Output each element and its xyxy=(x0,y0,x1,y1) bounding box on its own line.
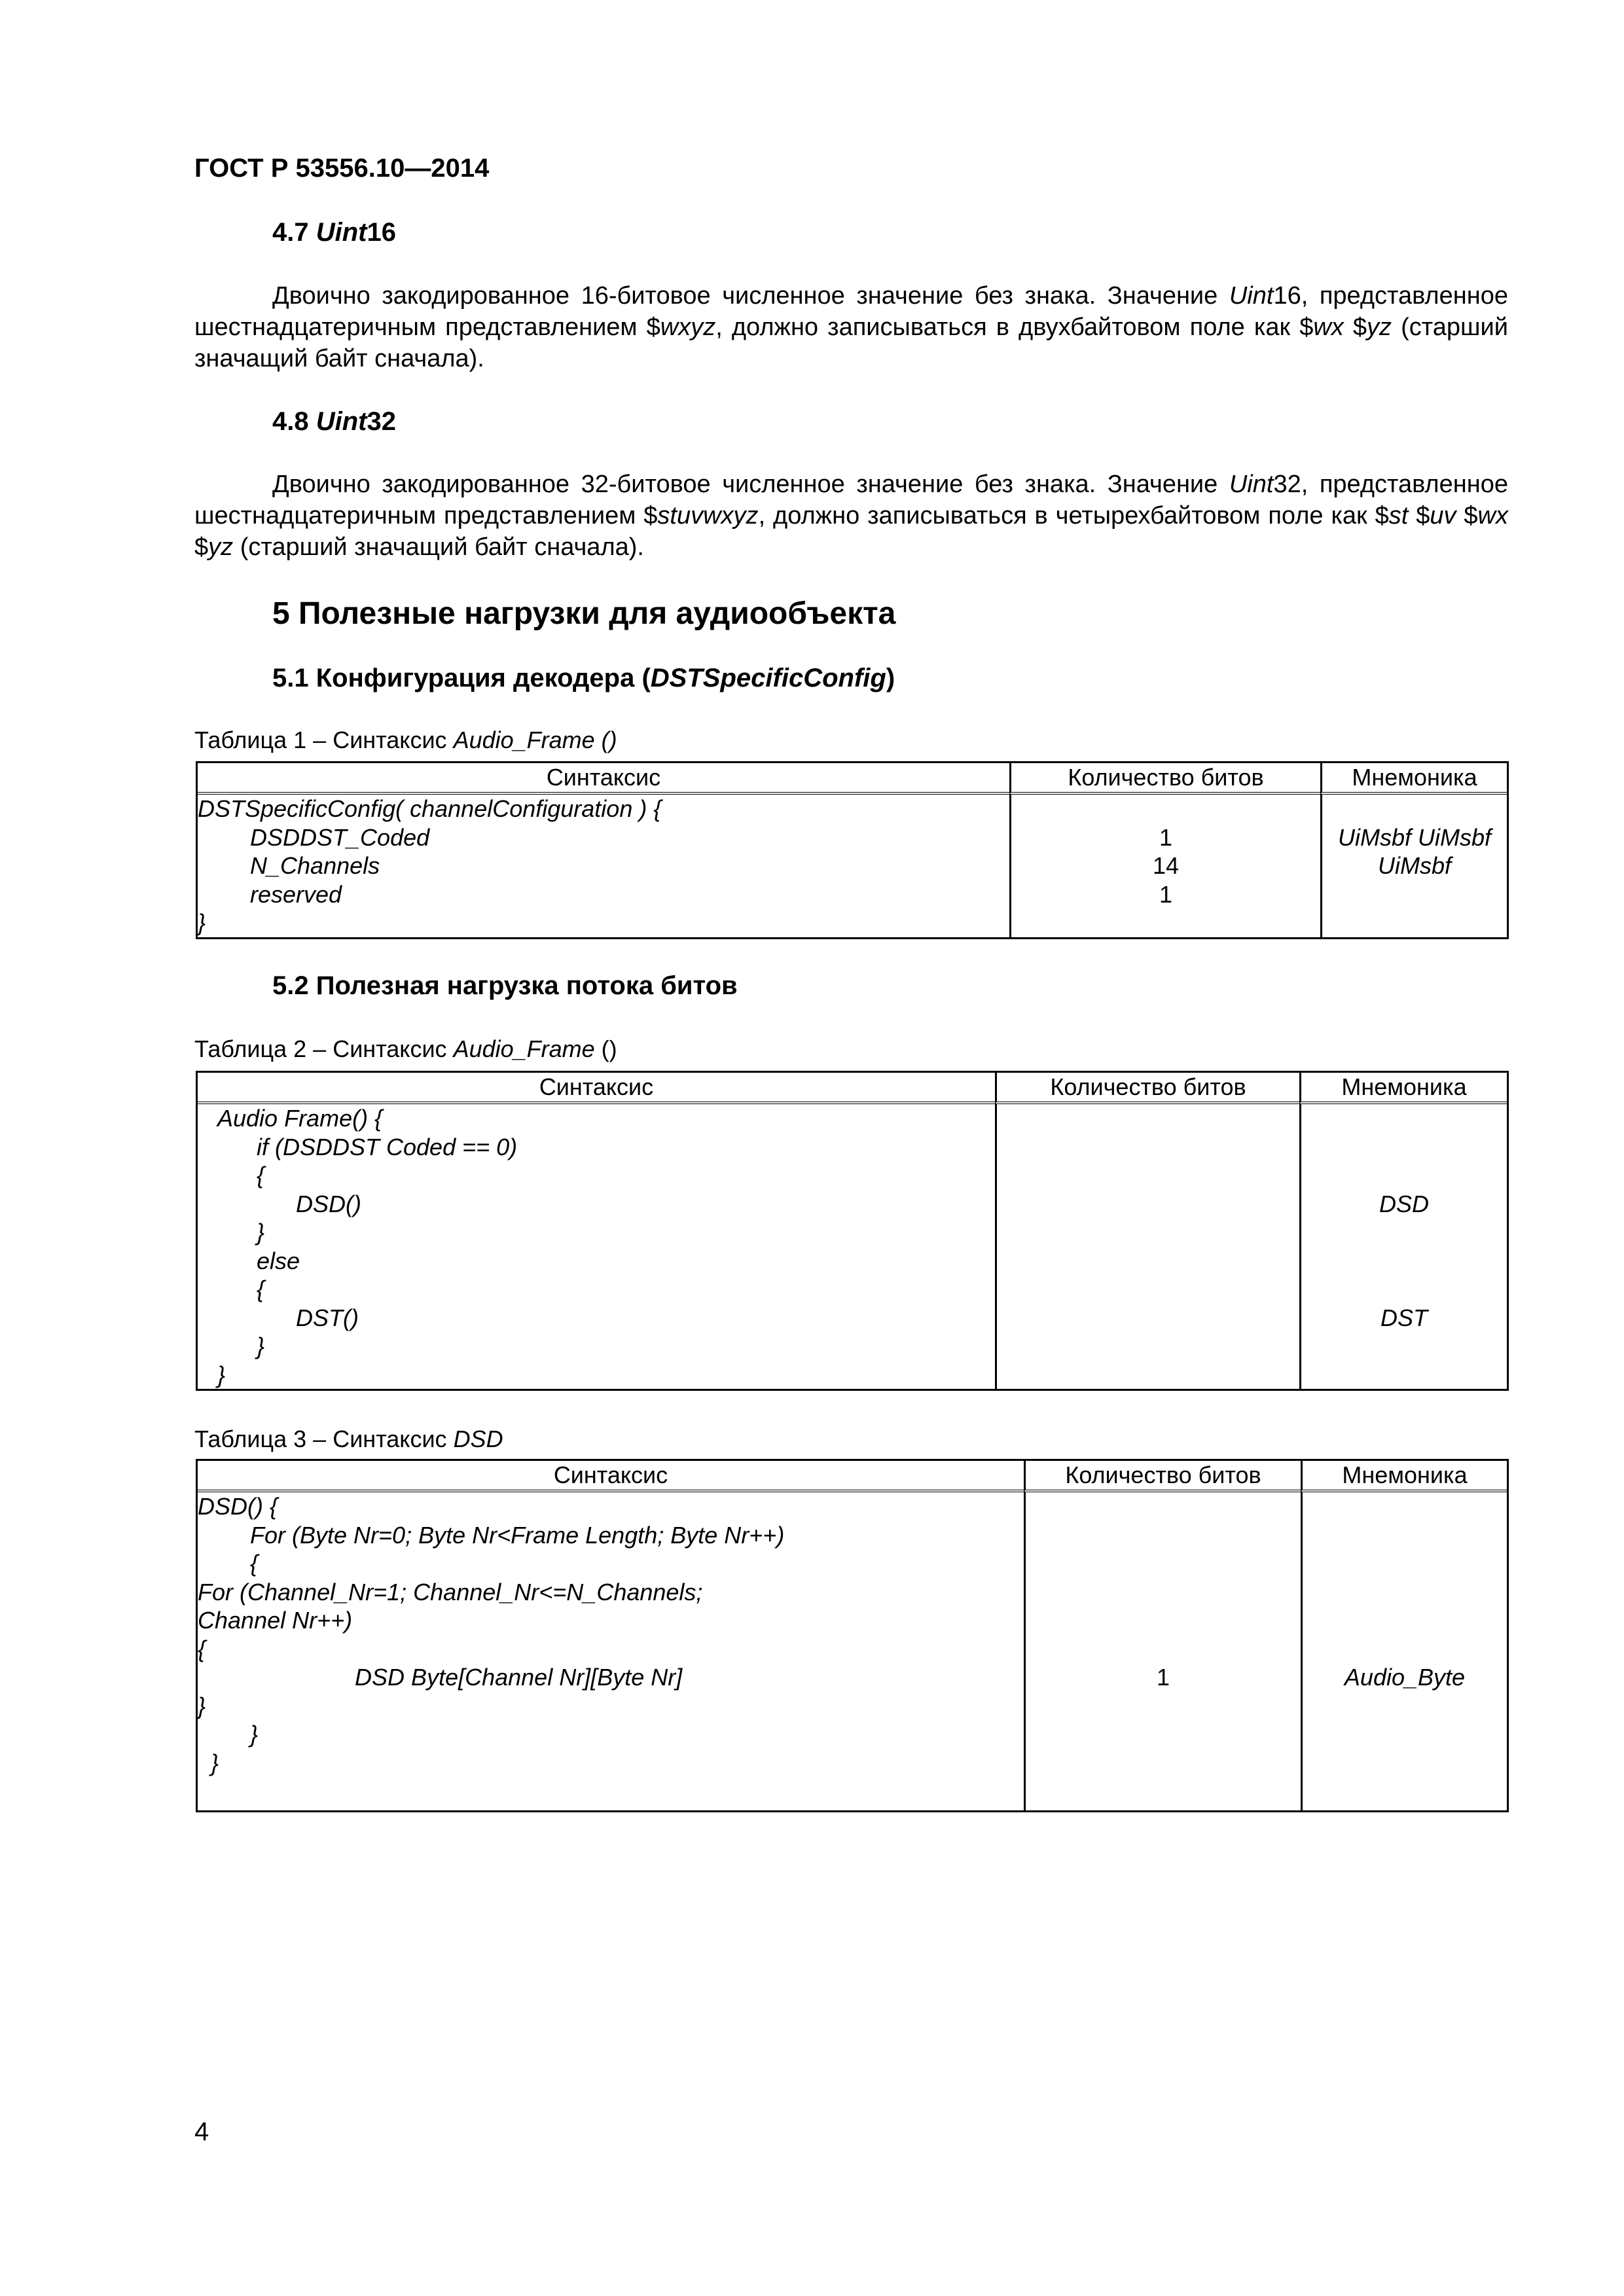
section-4-7-paragraph: Двоично закодированное 16-битовое численное значение без знака. Значение Uint16, представленное шестнадцатеричным представлением $wxyz, должно записываться в двухбайтовом поле как $wx $yz (старший значащий байт сначала). xyxy=(194,282,1508,372)
code-line: } xyxy=(198,1749,219,1776)
bits-cell xyxy=(995,1104,1299,1389)
code-line: } xyxy=(217,1361,226,1388)
section-4-8-title xyxy=(272,407,396,437)
bits-value: 1 xyxy=(1159,823,1173,851)
table-2 xyxy=(196,1071,1509,1391)
table-3-caption: Таблица 3 – Синтаксис DSD xyxy=(194,1426,503,1452)
code-line: DST() xyxy=(217,1304,359,1331)
code-line: if (DSDDST Coded == 0) xyxy=(217,1133,518,1160)
bits-value: 14 xyxy=(1152,852,1180,879)
code-line: reserved xyxy=(198,880,342,908)
code-line: } xyxy=(217,1219,265,1246)
table-header-syntax: Синтаксис xyxy=(198,763,1009,795)
mnemonic-cell xyxy=(1301,1492,1507,1810)
code-line: { xyxy=(198,1550,259,1577)
bits-cell xyxy=(1024,1492,1301,1810)
code-line: { xyxy=(198,1635,206,1662)
mnemonic-cell xyxy=(1299,1104,1507,1389)
mnemonic-value: DSD xyxy=(1379,1190,1429,1217)
table-2-caption: Таблица 2 – Синтаксис Audio_Frame () xyxy=(194,1035,617,1062)
table-header-mnemonic: Мнемоника xyxy=(1299,1073,1507,1104)
bits-value: 1 xyxy=(1156,1664,1170,1691)
code-line: } xyxy=(217,1333,265,1359)
mnemonic-cell xyxy=(1320,795,1507,937)
table-header-syntax: Синтаксис xyxy=(198,1461,1024,1492)
code-line: DSDDST_Coded xyxy=(198,823,430,851)
section-title-rest: 16 xyxy=(367,218,396,247)
code-line: Audio Frame() { xyxy=(217,1105,383,1132)
code-line: { xyxy=(217,1162,265,1189)
code-line: DSTSpecificConfig( channelConfiguration ) { xyxy=(198,795,662,822)
code-line: } xyxy=(198,1692,206,1719)
code-line: else xyxy=(217,1247,300,1274)
syntax-cell xyxy=(198,795,1009,937)
section-title-rest: 32 xyxy=(367,407,396,436)
section-5-1-title: 5.1 Конфигурация декодера (DSTSpecificConfig) xyxy=(272,664,895,692)
section-5-2-title: 5.2 Полезная нагрузка потока битов xyxy=(272,971,738,1000)
code-line: For (Byte Nr=0; Byte Nr<Frame Length; Byte Nr++) xyxy=(198,1521,785,1549)
bits-value: 1 xyxy=(1159,880,1173,908)
table-header-syntax: Синтаксис xyxy=(198,1073,995,1104)
table-header-bits: Количество битов xyxy=(995,1073,1299,1104)
section-number: 4.7 xyxy=(272,218,309,247)
mnemonic-value: DST xyxy=(1380,1304,1428,1331)
code-line: { xyxy=(217,1276,265,1302)
code-line: For (Channel_Nr=1; Channel_Nr<=N_Channels; xyxy=(198,1578,703,1605)
section-number: 4.8 xyxy=(272,407,309,436)
table-header-bits: Количество битов xyxy=(1009,763,1320,795)
table-3 xyxy=(196,1459,1509,1812)
code-line: DSD() xyxy=(217,1190,362,1217)
table-1 xyxy=(196,761,1509,939)
syntax-cell xyxy=(198,1492,1024,1810)
mnemonic-value: Audio_Byte xyxy=(1344,1664,1466,1691)
code-line: } xyxy=(198,1721,259,1748)
table-header-mnemonic: Мнемоника xyxy=(1301,1461,1507,1492)
chapter-5-title: 5 Полезные нагрузки для аудиообъекта xyxy=(272,596,896,631)
syntax-cell xyxy=(198,1104,995,1389)
code-line: N_Channels xyxy=(198,852,380,879)
code-line: DSD() { xyxy=(198,1493,278,1520)
code-line: Channel Nr++) xyxy=(198,1607,353,1634)
document-code: ГОСТ Р 53556.10—2014 xyxy=(194,154,490,183)
mnemonic-value: UiMsbf UiMsbf xyxy=(1337,823,1492,851)
mnemonic-value: UiMsbf xyxy=(1377,852,1451,879)
page-number: 4 xyxy=(194,2117,209,2146)
section-4-7-title xyxy=(272,218,396,247)
section-4-8-paragraph: Двоично закодированное 32-битовое численное значение без знака. Значение Uint32, представленное шестнадцатеричным представлением $stuvwxyz, должно записываться в четырехбайтовом поле как $st $uv $wx $yz (старший значащий байт сначала). xyxy=(194,471,1508,561)
code-line: } xyxy=(198,909,206,936)
table-1-caption: Таблица 1 – Синтаксис Audio_Frame () xyxy=(194,726,617,753)
code-line: DSD Byte[Channel Nr][Byte Nr] xyxy=(198,1664,683,1691)
section-title-italic: Uint xyxy=(316,218,367,247)
table-header-mnemonic: Мнемоника xyxy=(1320,763,1507,795)
table-header-bits: Количество битов xyxy=(1024,1461,1301,1492)
section-title-italic: Uint xyxy=(316,407,367,436)
bits-cell xyxy=(1009,795,1320,937)
